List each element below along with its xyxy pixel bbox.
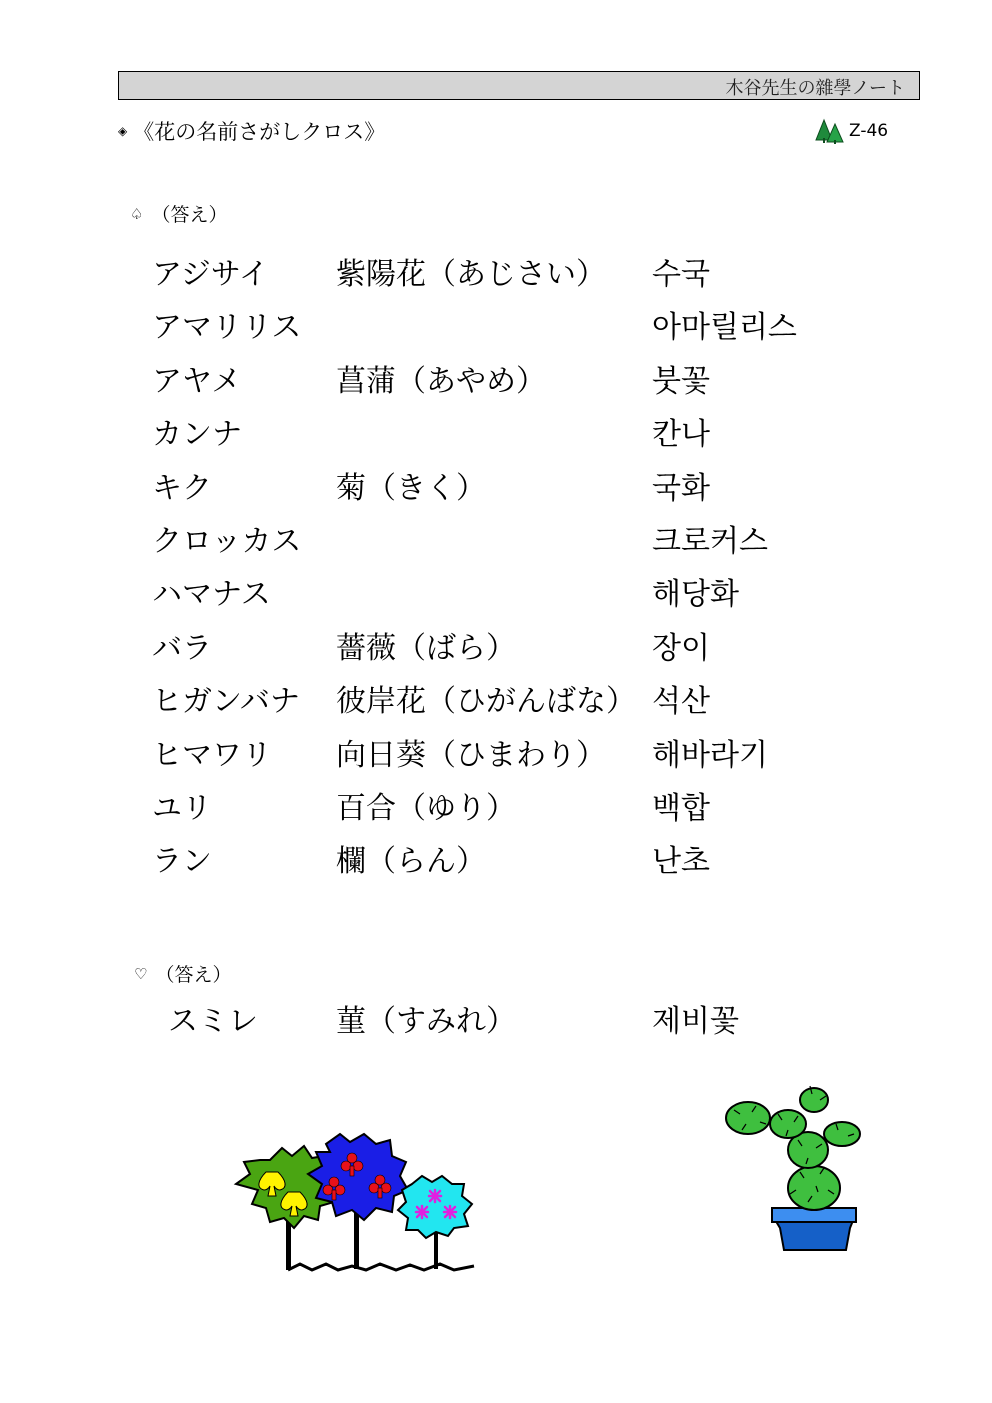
korean-name: 크로커스 (652, 523, 768, 559)
kanji-name: 彼岸花（ひがんばな） (336, 684, 636, 720)
korean-name: 난초 (652, 844, 710, 880)
kanji-name: 薔薇（ばら） (336, 630, 516, 666)
page-title-row (118, 116, 385, 146)
kanji-name: 菊（きく） (336, 470, 486, 506)
section-label: （答え） (151, 204, 228, 226)
code-tag (815, 118, 888, 144)
answer-row (152, 995, 852, 1049)
korean-name: 아마릴리스 (652, 310, 797, 346)
kanji-name: 百合（ゆり） (336, 790, 516, 826)
korean-name: 붓꽃 (652, 363, 710, 399)
kanji-name: 向日葵（ひまわり） (336, 737, 606, 773)
korean-name: 칸나 (652, 417, 710, 453)
katakana-name: アジサイ (152, 257, 269, 292)
kanji-name: 菫（すみれ） (336, 1004, 516, 1039)
katakana-name: ヒマワリ (152, 737, 272, 773)
katakana-name: ユリ (152, 790, 212, 826)
page-title: 《花の名前さがしクロス》 (133, 120, 386, 144)
katakana-name: ラン (152, 844, 212, 880)
korean-name: 백합 (652, 790, 710, 826)
katakana-name: バラ (152, 630, 212, 666)
katakana-name: アマリリス (152, 310, 302, 346)
korean-name: 석산 (652, 684, 710, 720)
korean-name: 제비꽃 (652, 1004, 739, 1039)
korean-name: 장이 (652, 630, 710, 666)
korean-name: 국화 (652, 470, 710, 506)
katakana-name: キク (152, 470, 212, 506)
kanji-name: 紫陽花（あじさい） (336, 257, 606, 292)
kanji-name: 欄（らん） (336, 844, 486, 880)
trees-icon (815, 118, 845, 144)
potted-cactus-illustration (720, 1078, 870, 1258)
header-bar (118, 71, 920, 100)
korean-name: 해당화 (652, 577, 739, 613)
heart-outline-icon: ♡ (134, 964, 148, 983)
page-code: Z-46 (849, 121, 889, 141)
katakana-name: スミレ (168, 1004, 258, 1039)
katakana-name: アヤメ (152, 363, 242, 399)
section-label: （答え） (155, 964, 232, 986)
spade-outline-icon: ♤ (130, 204, 144, 223)
katakana-name: カンナ (152, 417, 242, 453)
katakana-name: ヒガンバナ (152, 684, 300, 720)
diamond-icon: ◈ (118, 124, 128, 138)
kanji-name: 菖蒲（あやめ） (336, 363, 546, 399)
section-heading-spade (130, 200, 227, 227)
katakana-name: ハマナス (152, 577, 271, 613)
flower-trees-illustration (230, 1130, 480, 1275)
korean-name: 해바라기 (652, 737, 768, 773)
katakana-name: クロッカス (152, 523, 302, 559)
section-heading-heart (134, 960, 231, 987)
note-title: 木谷先生の雜學ノート (725, 78, 905, 99)
korean-name: 수국 (652, 257, 710, 292)
